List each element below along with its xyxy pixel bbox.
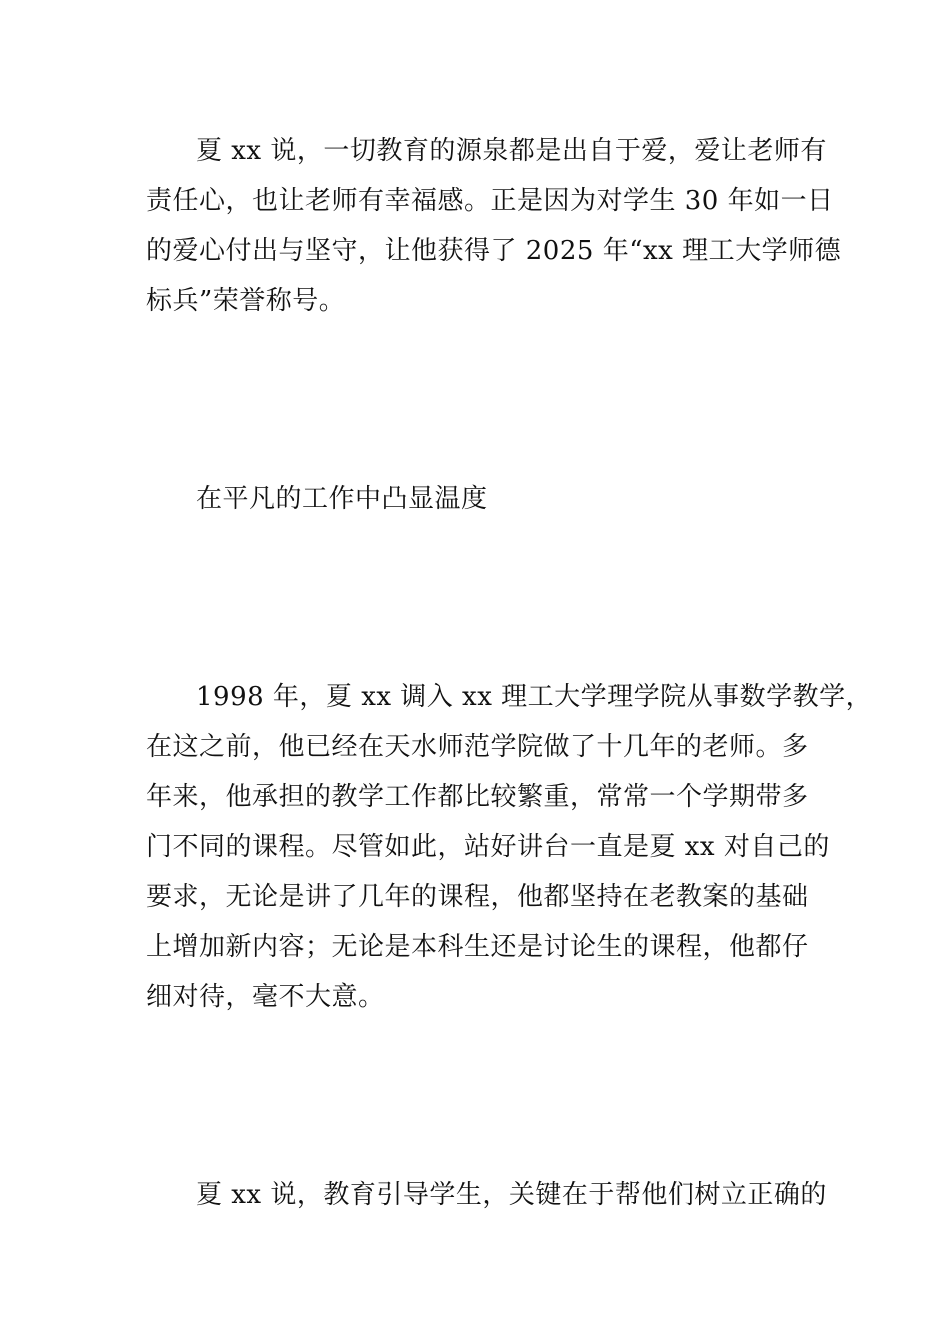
- paragraph-1-line-1: 夏 xx 说，一切教育的源泉都是出自于爱，爱让老师有: [196, 136, 827, 166]
- paragraph-1-line-2: 责任心，也让老师有幸福感。正是因为对学生 30 年如一日: [146, 186, 834, 216]
- paragraph-2-line-4: 门不同的课程。尽管如此，站好讲台一直是夏 xx 对自己的: [146, 832, 830, 862]
- section-heading: 在平凡的工作中凸显温度: [196, 484, 488, 514]
- paragraph-2-line-3: 年来，他承担的教学工作都比较繁重，常常一个学期带多: [146, 782, 809, 812]
- paragraph-1-line-3: 的爱心付出与坚守，让他获得了 2025 年“xx 理工大学师德: [146, 236, 842, 266]
- paragraph-3-line-1: 夏 xx 说，教育引导学生，关键在于帮他们树立正确的: [196, 1180, 827, 1210]
- paragraph-2-line-6: 上增加新内容；无论是本科生还是讨论生的课程，他都仔: [146, 932, 809, 962]
- paragraph-2-line-5: 要求，无论是讲了几年的课程，他都坚持在老教案的基础: [146, 882, 809, 912]
- paragraph-1-line-4: 标兵”荣誉称号。: [146, 286, 346, 316]
- paragraph-2-line-2: 在这之前，他已经在天水师范学院做了十几年的老师。多: [146, 732, 809, 762]
- paragraph-2-line-1: 1998 年，夏 xx 调入 xx 理工大学理学院从事数学教学，: [196, 682, 873, 712]
- paragraph-2-line-7: 细对待，毫不大意。: [146, 982, 385, 1012]
